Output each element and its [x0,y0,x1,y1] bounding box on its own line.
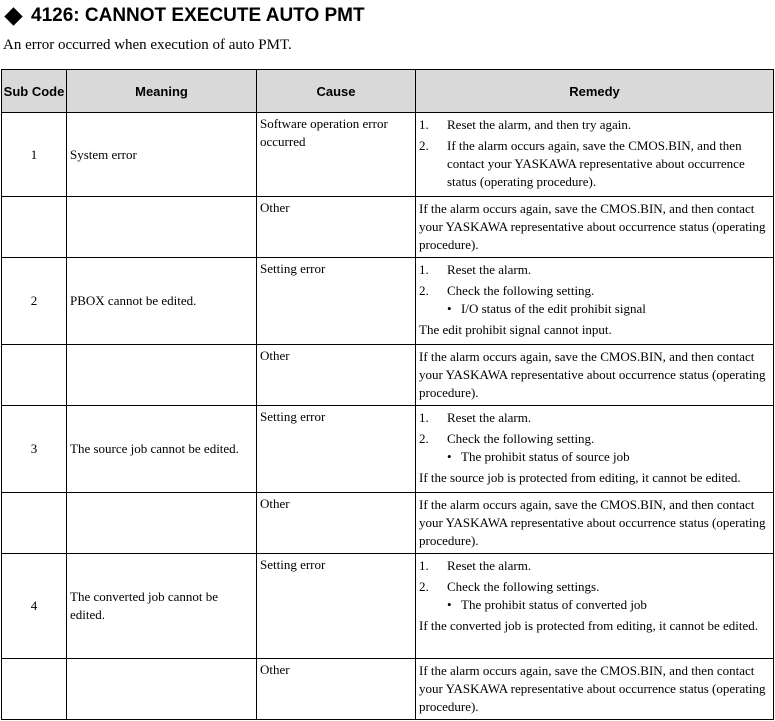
subcode-cell [2,345,67,406]
remedy-cell [416,554,774,659]
remedy-step: 2. Check the following setting. [419,431,595,446]
meaning-cell [67,659,257,720]
table-row [2,493,774,554]
remedy-step: 2. Check the following setting. [419,283,595,298]
header-cause: Cause [257,70,416,113]
meaning-cell: The converted job cannot be edited. [67,554,257,659]
table-row [2,406,774,493]
subcode-cell: 4 [2,554,67,659]
table-row [2,345,774,406]
meaning-cell [67,197,257,258]
remedy-bullet: • The prohibit status of source job [447,449,630,464]
remedy-cell [416,406,774,493]
cause-cell: Other [257,659,416,720]
diamond-icon [4,7,22,25]
table-row [2,113,774,197]
meaning-cell [67,493,257,554]
subcode-cell [2,197,67,258]
remedy-note: If the source job is protected from editing, it cannot be edited. [419,470,741,485]
cause-cell: Other [257,493,416,554]
header-subcode: Sub Code [2,70,67,113]
meaning-cell [67,345,257,406]
cause-cell: Setting error [257,406,416,493]
table-row [2,258,774,345]
remedy-step: 1. Reset the alarm, and then try again. [419,117,632,132]
alarm-table [1,69,774,720]
title-text: 4126: CANNOT EXECUTE AUTO PMT [31,5,365,26]
table-header-row [2,70,774,113]
subcode-cell: 3 [2,406,67,493]
subcode-cell: 2 [2,258,67,345]
subcode-cell: 1 [2,113,67,197]
remedy-step: 2. Check the following settings. [419,579,600,594]
remedy-step: 1. Reset the alarm. [419,558,532,573]
subtitle: An error occurred when execution of auto PMT. [3,37,292,53]
page-title [4,2,365,30]
remedy-bullet: • The prohibit status of converted job [447,597,647,612]
remedy-cell: If the alarm occurs again, save the CMOS.BIN, and then contact your YASKAWA representative about occurrence status (operating procedure). [416,345,774,406]
remedy-cell [416,113,774,197]
remedy-cell: If the alarm occurs again, save the CMOS.BIN, and then contact your YASKAWA representative about occurrence status (operating procedure). [416,659,774,720]
remedy-bullet: • I/O status of the edit prohibit signal [447,301,646,316]
cause-cell: Other [257,345,416,406]
remedy-step: 2. If the alarm occurs again, save the CMOS.BIN, and then contact your YASKAWA representative about occurrence status (operating procedure). [419,138,745,189]
meaning-cell: The source job cannot be edited. [67,406,257,493]
meaning-cell: PBOX cannot be edited. [67,258,257,345]
cause-cell: Setting error [257,554,416,659]
table-row [2,197,774,258]
remedy-note: The edit prohibit signal cannot input. [419,322,612,337]
table-row [2,659,774,720]
meaning-cell: System error [67,113,257,197]
cause-cell: Setting error [257,258,416,345]
remedy-step: 1. Reset the alarm. [419,410,532,425]
table-row [2,554,774,659]
remedy-step: 1. Reset the alarm. [419,262,532,277]
subcode-cell [2,493,67,554]
cause-cell: Software operation error occurred [257,113,416,197]
header-remedy: Remedy [416,70,774,113]
cause-cell: Other [257,197,416,258]
remedy-cell: If the alarm occurs again, save the CMOS.BIN, and then contact your YASKAWA representative about occurrence status (operating procedure). [416,493,774,554]
remedy-cell: If the alarm occurs again, save the CMOS.BIN, and then contact your YASKAWA representative about occurrence status (operating procedure). [416,197,774,258]
remedy-cell [416,258,774,345]
header-meaning: Meaning [67,70,257,113]
remedy-note: If the converted job is protected from editing, it cannot be edited. [419,618,758,633]
subcode-cell [2,659,67,720]
